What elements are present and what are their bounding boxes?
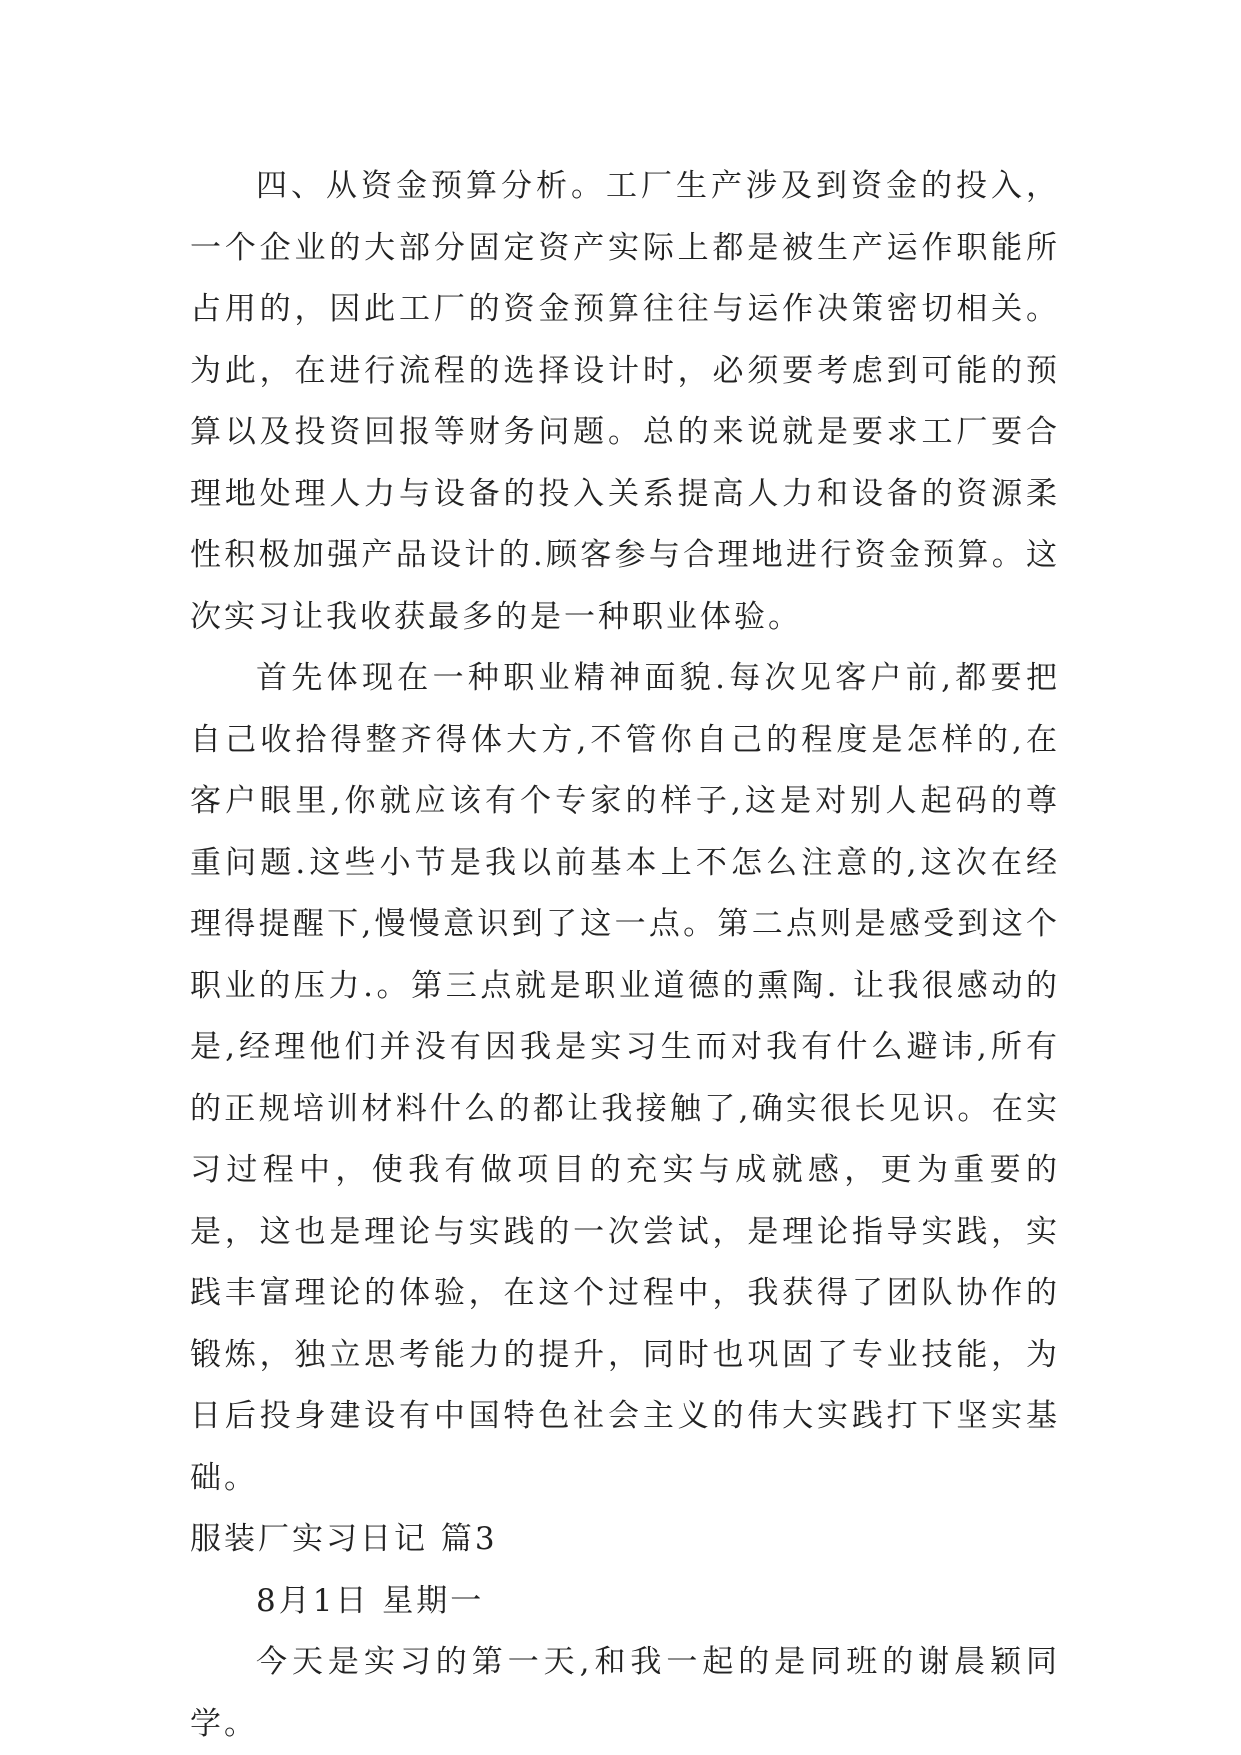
section-heading: 服装厂实习日记 篇3 xyxy=(190,1521,498,1557)
paragraph-budget-analysis: 四、从资金预算分析。工厂生产涉及到资金的投入，一个企业的大部分固定资产实际上都是被生产运作职能所占用的，因此工厂的资金预算往往与运作决策密切相关。为此，在进行流程的选择设计时，必须要考虑到可能的预算以及投资回报等财务问题。总的来说就是要求工厂要合理地处理人力与设备的投入关系提高人力和设备的资源柔性积极加强产品设计的.顾客参与合理地进行资金预算。这次实习让我收获最多的是一种职业体验。 xyxy=(190,168,1060,635)
paragraph-first-day: 今天是实习的第一天,和我一起的是同班的谢晨颖同学。 xyxy=(190,1644,1060,1742)
document-body xyxy=(190,156,1060,1755)
diary-date: 8月1日 星期一 xyxy=(256,1582,485,1619)
paragraph-professional-experience: 首先体现在一种职业精神面貌.每次见客户前,都要把自己收拾得整齐得体大方,不管你自己的程度是怎样的,在客户眼里,你就应该有个专家的样子,这是对别人起码的尊重问题.这些小节是我以前基本上不怎么注意的,这次在经理得提醒下,慢慢意识到了这一点。第二点则是感受到这个职业的压力.。第三点就是职业道德的熏陶. 让我很感动的是,经理他们并没有因我是实习生而对我有什么避讳,所有的正规培训材料什么的都让我接触了,确实很长见识。在实习过程中，使我有做项目的充实与成就感，更为重要的是，这也是理论与实践的一次尝试，是理论指导实践，实践丰富理论的体验，在这个过程中，我获得了团队协作的锻炼，独立思考能力的提升，同时也巩固了专业技能，为日后投身建设有中国特色社会主义的伟大实践打下坚实基础。 xyxy=(190,660,1060,1496)
